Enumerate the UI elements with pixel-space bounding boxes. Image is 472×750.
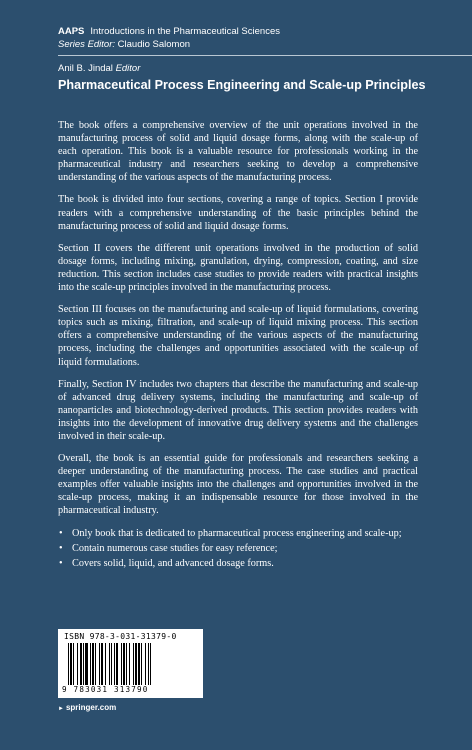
barcode-bars-icon (68, 643, 193, 685)
description (58, 119, 418, 572)
paragraph: Overall, the book is an essential guide for professionals and researchers seeking a deeper understanding of the manufacturing process. The case studies and practical examples offer valuable insights into the challenges and opportunities involved in the scale-up process, making it an indispensable resource for those involved in the pharmaceutical industry. (58, 453, 418, 517)
series-name: Introductions in the Pharmaceutical Sciences (90, 26, 280, 37)
author-role: Editor (115, 63, 141, 74)
series-editor-line (58, 38, 280, 51)
publisher-url-text: springer.com (65, 703, 117, 712)
list-item-text: Contain numerous case studies for easy reference; (72, 542, 278, 554)
isbn-text: ISBN 978-3-031-31379-0 (64, 632, 177, 641)
paragraph: Section III focuses on the manufacturing and scale-up of liquid formulations, covering topics such as mixing, filtration, and scale-up of liquid mixing process. This section offers a comprehensive understanding of the various aspects of the manufacturing process, including the challenges and opportunities associated with the scale-up of liquid formulations. (58, 304, 418, 368)
series-editor-name: Claudio Salomon (117, 39, 191, 50)
divider-rule (58, 55, 472, 56)
bullet-icon: • (59, 542, 63, 554)
list-item (58, 542, 418, 555)
paragraph: The book is divided into four sections, covering a range of topics. Section I provide readers with a comprehensive understanding of the basic principles behind the manufacturing process of solid and liquid dosage forms. (58, 194, 418, 232)
publisher-url[interactable] (58, 703, 116, 712)
book-title: Pharmaceutical Process Engineering and Scale-up Principles (58, 78, 426, 92)
list-item-text: Covers solid, liquid, and advanced dosage forms. (72, 557, 274, 569)
series-block (58, 25, 280, 51)
barcode-digits: 9 783031 313790 (62, 685, 149, 694)
series-line (58, 25, 280, 38)
list-item (58, 527, 418, 540)
author-line (58, 63, 140, 74)
list-item-text: Only book that is dedicated to pharmaceutical process engineering and scale-up; (72, 527, 402, 539)
isbn-barcode (58, 629, 203, 698)
author-name: Anil B. Jindal (58, 63, 113, 74)
list-item (58, 557, 418, 570)
bullet-icon: • (59, 557, 63, 569)
series-editor-role: Series Editor: (58, 39, 116, 50)
arrow-icon: ► (58, 706, 64, 712)
paragraph: Section II covers the different unit operations involved in the production of solid dosage forms, including mixing, granulation, drying, compression, coating, and size reduction. This section includes case studies to provide readers with practical insights into the scale-up principles involved in the manufacturing process. (58, 242, 418, 294)
paragraph: Finally, Section IV includes two chapters that describe the manufacturing and scale-up of advanced drug delivery systems, including the manufacturing and scale-up of nanoparticles and biotechnology-derived products. This section provides readers with insights into the development of innovative drug delivery systems and the challenges involved in their scale-up. (58, 378, 418, 442)
series-label: AAPS (58, 26, 85, 37)
paragraph: The book offers a comprehensive overview of the unit operations involved in the manufacturing process of solid and liquid dosage forms, along with the scale-up of each operation. This book is a valuable resource for professionals working in the pharmaceutical industry and researchers seeking to develop a comprehensive understanding of the various aspects of the manufacturing process. (58, 120, 418, 184)
feature-list (58, 527, 418, 570)
bullet-icon: • (59, 527, 63, 539)
